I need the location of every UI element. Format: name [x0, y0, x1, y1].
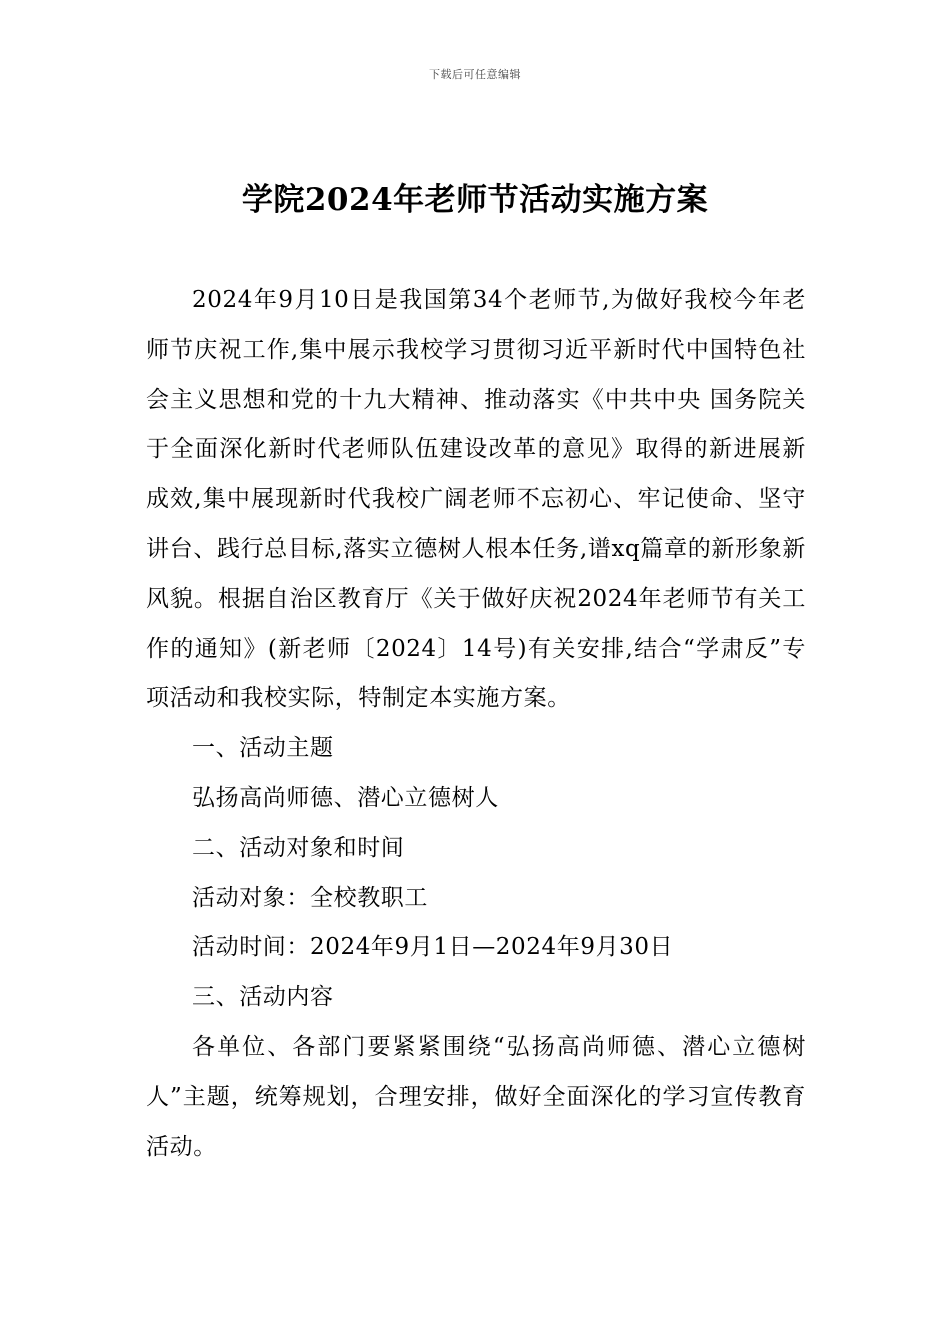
- header-note: 下载后可任意编辑: [429, 68, 521, 81]
- section-heading-participants-time: 二、活动对象和时间: [192, 834, 405, 861]
- section-heading-content: 三、活动内容: [192, 984, 334, 1011]
- theme-text: 弘扬高尚师德、潜心立德树人: [192, 784, 499, 811]
- time-text: 活动时间：2024年9月1日—2024年9月30日: [192, 934, 674, 961]
- content-paragraph: 各单位、各部门要紧紧围绕“弘扬高尚师德、潜心立德树人”主题，统筹规划，合理安排，做好全面深化的学习宣传教育活动。: [146, 1033, 806, 1160]
- document-body: [146, 276, 806, 1172]
- document-title: 学院2024年老师节活动实施方案: [241, 182, 709, 218]
- participants-text: 活动对象：全校教职工: [192, 884, 428, 911]
- intro-paragraph: 2024年9月10日是我国第34个老师节,为做好我校今年老师节庆祝工作,集中展示我校学习贯彻习近平新时代中国特色社会主义思想和党的十九大精神、推动落实《中共中央 国务院关于全面深化新时代老师队伍建设改革的意见》取得的新进展新成效,集中展现新时代我校广阔老师不忘初心、牢记使命、坚守讲台、践行总目标,落实立德树人根本任务,谱xq篇章的新形象新风貌。根据自治区教育厅《关于做好庆祝2024年老师节有关工作的通知》(新老师〔2024〕14号)有关安排,结合“学肃反”专项活动和我校实际，特制定本实施方案。: [146, 287, 806, 712]
- section-heading-theme: 一、活动主题: [192, 735, 334, 762]
